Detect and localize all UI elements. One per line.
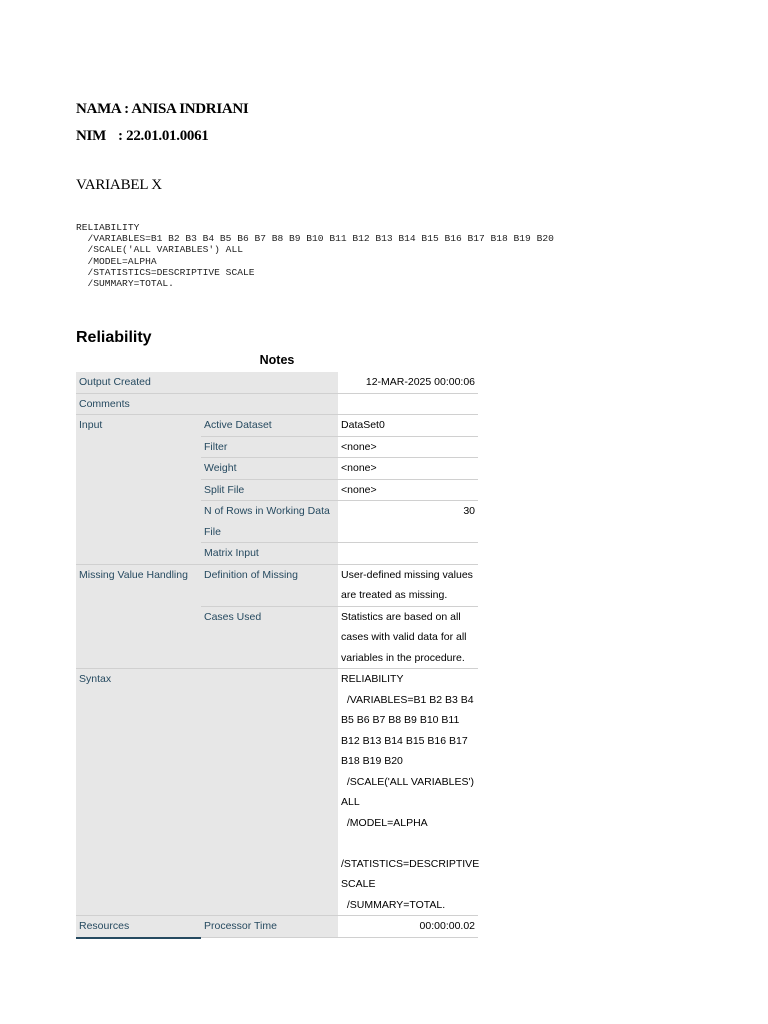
- row-subheader: Split File: [201, 479, 338, 501]
- reliability-heading: Reliability: [76, 329, 152, 346]
- row-header: Missing Value Handling: [76, 564, 201, 669]
- notes-table: [76, 372, 478, 939]
- row-subheader: Active Dataset: [201, 415, 338, 437]
- row-subheader: N of Rows in Working Data File: [201, 501, 338, 543]
- notes-title: Notes: [259, 353, 295, 367]
- cell-value: Statistics are based on all cases with valid data for all variables in the procedure.: [338, 606, 478, 669]
- row-header: Comments: [76, 393, 338, 415]
- cell-value: <none>: [338, 436, 478, 458]
- cell-value: RELIABILITY /VARIABLES=B1 B2 B3 B4 B5 B6 B7 B8 B9 B10 B11 B12 B13 B14 B15 B16 B17 B18 B19 B20 /SCALE('ALL VARIABLES') ALL /MODEL=ALPHA /STATISTICS=DESCRIPTIVE SCALE /SUMMARY=TOTAL.: [338, 669, 478, 916]
- cell-value: [338, 543, 478, 565]
- section-title: VARIABEL X: [76, 177, 162, 193]
- table-row: [76, 564, 478, 606]
- table-row: [76, 372, 478, 393]
- cell-value: [338, 393, 478, 415]
- row-subheader: Weight: [201, 458, 338, 480]
- table-row: [76, 669, 478, 916]
- cell-value: <none>: [338, 479, 478, 501]
- cell-value: 12-MAR-2025 00:00:06: [338, 372, 478, 393]
- cell-value: DataSet0: [338, 415, 478, 437]
- cell-value: 30: [338, 501, 478, 543]
- student-nim: [76, 128, 209, 145]
- student-name: NAMA : ANISA INDRIANI: [76, 101, 249, 117]
- cell-value: User-defined missing values are treated as missing.: [338, 564, 478, 606]
- row-subheader: Cases Used: [201, 606, 338, 669]
- row-header: Input: [76, 415, 201, 565]
- row-subheader: Processor Time: [201, 916, 338, 938]
- cell-value: <none>: [338, 458, 478, 480]
- table-row: [76, 916, 478, 938]
- nim-label: NIM: [76, 128, 106, 144]
- row-header: Resources: [76, 916, 201, 938]
- row-subheader: Matrix Input: [201, 543, 338, 565]
- table-row: [76, 393, 478, 415]
- cell-value: 00:00:00.02: [338, 916, 478, 938]
- syntax-block: RELIABILITY /VARIABLES=B1 B2 B3 B4 B5 B6 B7 B8 B9 B10 B11 B12 B13 B14 B15 B16 B17 B18 B19 B20 /SCALE('ALL VARIABLES') ALL /MODEL=ALPHA /STATISTICS=DESCRIPTIVE SCALE /SUMMARY=TOTAL.: [76, 222, 554, 290]
- table-row: [76, 415, 478, 437]
- row-subheader: Definition of Missing: [201, 564, 338, 606]
- row-subheader: Filter: [201, 436, 338, 458]
- row-header: Output Created: [76, 372, 338, 393]
- row-header: Syntax: [76, 669, 338, 916]
- nim-value: : 22.01.01.0061: [118, 128, 209, 144]
